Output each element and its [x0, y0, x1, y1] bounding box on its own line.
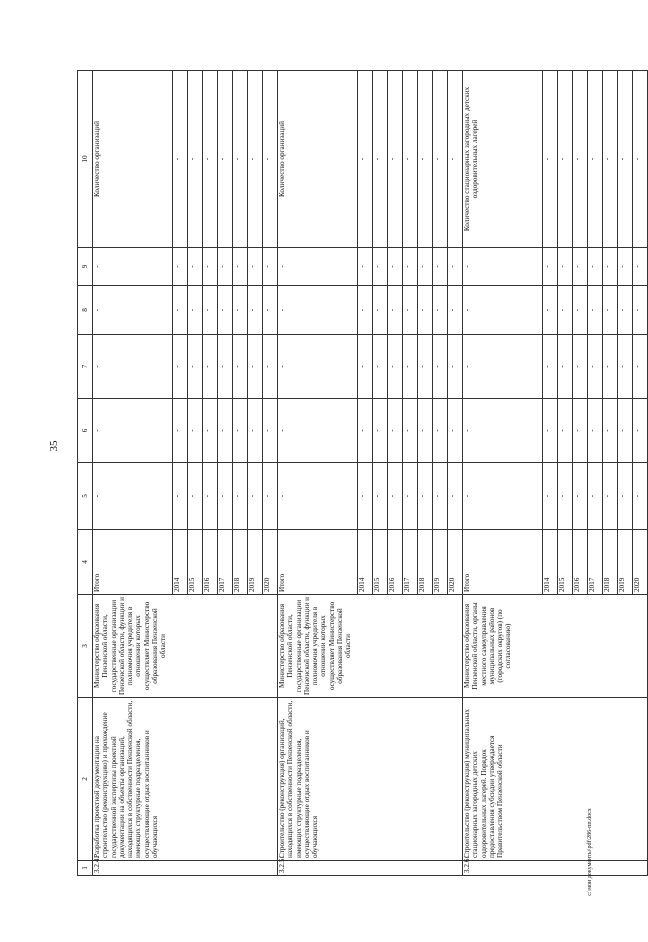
value-cell: -: [263, 399, 278, 463]
value-cell: -: [388, 463, 403, 530]
section-total-row: [463, 71, 543, 876]
value-cell: -: [448, 286, 463, 335]
value-cell: -: [448, 399, 463, 463]
year-cell: 2016: [573, 530, 588, 595]
indicator-value-cell: -: [358, 71, 373, 248]
year-cell: 2018: [418, 530, 433, 595]
value-cell: -: [173, 463, 188, 530]
year-cell: 2015: [188, 530, 203, 595]
value-cell: -: [203, 286, 218, 335]
value-cell: -: [233, 286, 248, 335]
value-cell: -: [633, 286, 648, 335]
value-cell: -: [603, 286, 618, 335]
value-cell: -: [263, 286, 278, 335]
year-cell: 2020: [448, 530, 463, 595]
year-cell: 2018: [233, 530, 248, 595]
value-cell: -: [573, 248, 588, 286]
header-cell: 1: [78, 861, 93, 876]
value-cell: -: [433, 335, 448, 399]
indicator-value-cell: -: [418, 71, 433, 248]
value-cell: -: [173, 335, 188, 399]
value-cell: -: [278, 248, 358, 286]
indicator-value-cell: -: [373, 71, 388, 248]
value-cell: -: [573, 463, 588, 530]
value-cell: -: [388, 248, 403, 286]
value-cell: -: [588, 286, 603, 335]
value-cell: -: [218, 463, 233, 530]
year-cell: Итого: [463, 530, 543, 595]
value-cell: -: [373, 248, 388, 286]
year-cell: 2019: [433, 530, 448, 595]
value-cell: -: [188, 399, 203, 463]
value-cell: -: [248, 463, 263, 530]
value-cell: -: [618, 463, 633, 530]
value-cell: -: [603, 463, 618, 530]
year-cell: 2014: [173, 530, 188, 595]
value-cell: -: [418, 399, 433, 463]
value-cell: -: [263, 248, 278, 286]
indicator-value-cell: -: [233, 71, 248, 248]
header-cell: 7: [78, 335, 93, 399]
value-cell: -: [463, 248, 543, 286]
section-number: 3.2.4.: [93, 861, 278, 876]
year-cell: 2020: [263, 530, 278, 595]
value-cell: -: [543, 335, 558, 399]
header-cell: 6: [78, 399, 93, 463]
value-cell: -: [543, 248, 558, 286]
year-cell: 2017: [588, 530, 603, 595]
value-cell: -: [543, 463, 558, 530]
indicator-value-cell: -: [558, 71, 573, 248]
value-cell: -: [618, 248, 633, 286]
value-cell: -: [233, 335, 248, 399]
indicator-cell: Количество стационарных загородных детских оздоровительных лагерей: [463, 71, 543, 248]
section-executor: Министерство образования Пензенской области, государственные организации Пензенской области, функции и полномочия учредителя в отношении которых осуществляет Министерство образования Пензенской области: [278, 595, 463, 698]
indicator-value-cell: -: [403, 71, 418, 248]
indicator-cell: Количество организаций: [278, 71, 358, 248]
value-cell: -: [633, 335, 648, 399]
indicator-value-cell: -: [388, 71, 403, 248]
value-cell: -: [418, 335, 433, 399]
value-cell: -: [203, 463, 218, 530]
value-cell: -: [203, 399, 218, 463]
value-cell: -: [358, 399, 373, 463]
value-cell: -: [618, 335, 633, 399]
section-total-row: [278, 71, 358, 876]
section-number: 3.2.5.: [278, 861, 463, 876]
page-number: 35: [48, 440, 60, 452]
value-cell: -: [93, 335, 173, 399]
section-name: Строительство (реконструкция) муниципальных стационарных загородных детских оздоровительных лагерей. Порядок предоставления субсидии утверждается Правительством Пензенской области: [463, 698, 648, 861]
value-cell: -: [558, 286, 573, 335]
year-cell: 2015: [373, 530, 388, 595]
value-cell: -: [633, 248, 648, 286]
program-table: [77, 70, 648, 876]
value-cell: -: [588, 248, 603, 286]
value-cell: -: [358, 248, 373, 286]
value-cell: -: [403, 463, 418, 530]
value-cell: -: [93, 463, 173, 530]
indicator-value-cell: -: [433, 71, 448, 248]
value-cell: -: [358, 286, 373, 335]
year-cell: 2017: [403, 530, 418, 595]
value-cell: -: [278, 286, 358, 335]
year-cell: Итого: [93, 530, 173, 595]
value-cell: -: [573, 335, 588, 399]
header-row: [78, 71, 93, 876]
value-cell: -: [388, 286, 403, 335]
value-cell: -: [373, 463, 388, 530]
indicator-cell: Количество организаций: [93, 71, 173, 248]
value-cell: -: [463, 463, 543, 530]
indicator-value-cell: -: [543, 71, 558, 248]
value-cell: -: [278, 335, 358, 399]
value-cell: -: [388, 335, 403, 399]
value-cell: -: [403, 248, 418, 286]
year-cell: 2016: [388, 530, 403, 595]
value-cell: -: [173, 399, 188, 463]
header-cell: 8: [78, 286, 93, 335]
value-cell: -: [558, 463, 573, 530]
indicator-value-cell: -: [573, 71, 588, 248]
value-cell: -: [573, 399, 588, 463]
value-cell: -: [543, 286, 558, 335]
value-cell: -: [418, 286, 433, 335]
section-executor: Министерство образования Пензенской области, государственные организации Пензенской области, функции и полномочия учредителя в отношении которых осуществляет Министерство образования Пензенской области: [93, 595, 278, 698]
value-cell: -: [373, 286, 388, 335]
value-cell: -: [188, 286, 203, 335]
value-cell: -: [448, 335, 463, 399]
value-cell: -: [93, 248, 173, 286]
year-cell: 2018: [603, 530, 618, 595]
header-cell: 5: [78, 463, 93, 530]
value-cell: -: [618, 399, 633, 463]
value-cell: -: [588, 463, 603, 530]
indicator-value-cell: -: [633, 71, 648, 248]
value-cell: -: [203, 335, 218, 399]
value-cell: -: [543, 399, 558, 463]
indicator-value-cell: -: [173, 71, 188, 248]
value-cell: -: [588, 335, 603, 399]
value-cell: -: [373, 399, 388, 463]
value-cell: -: [233, 463, 248, 530]
value-cell: -: [218, 286, 233, 335]
value-cell: -: [173, 286, 188, 335]
program-table-container: [77, 71, 641, 876]
indicator-value-cell: -: [588, 71, 603, 248]
year-cell: 2019: [618, 530, 633, 595]
value-cell: -: [388, 399, 403, 463]
indicator-value-cell: -: [603, 71, 618, 248]
value-cell: -: [218, 248, 233, 286]
indicator-value-cell: -: [248, 71, 263, 248]
value-cell: -: [403, 399, 418, 463]
value-cell: -: [463, 399, 543, 463]
value-cell: -: [248, 248, 263, 286]
value-cell: -: [603, 248, 618, 286]
value-cell: -: [633, 463, 648, 530]
value-cell: -: [558, 335, 573, 399]
value-cell: -: [433, 248, 448, 286]
value-cell: -: [403, 286, 418, 335]
indicator-value-cell: -: [263, 71, 278, 248]
value-cell: -: [93, 399, 173, 463]
value-cell: -: [603, 335, 618, 399]
header-cell: 4: [78, 530, 93, 595]
indicator-value-cell: -: [218, 71, 233, 248]
value-cell: -: [263, 335, 278, 399]
section-executor: Министерство образования Пензенской области, органы местного самоуправления муниципальных районов (городских округов) (по согласованию): [463, 595, 648, 698]
value-cell: -: [233, 399, 248, 463]
year-cell: 2015: [558, 530, 573, 595]
value-cell: -: [448, 248, 463, 286]
value-cell: -: [433, 286, 448, 335]
value-cell: -: [403, 335, 418, 399]
value-cell: -: [448, 463, 463, 530]
year-cell: 2014: [358, 530, 373, 595]
value-cell: -: [248, 286, 263, 335]
year-cell: 2017: [218, 530, 233, 595]
section-total-row: [93, 71, 173, 876]
table-body: [78, 71, 648, 876]
value-cell: -: [188, 248, 203, 286]
value-cell: -: [173, 248, 188, 286]
value-cell: -: [93, 286, 173, 335]
year-cell: Итого: [278, 530, 358, 595]
value-cell: -: [233, 248, 248, 286]
value-cell: -: [558, 248, 573, 286]
value-cell: -: [218, 335, 233, 399]
value-cell: -: [433, 463, 448, 530]
year-cell: 2016: [203, 530, 218, 595]
value-cell: -: [278, 399, 358, 463]
footer-file-path: c:\мои документы\pdf\286-пп.docx: [587, 808, 593, 896]
value-cell: -: [573, 286, 588, 335]
value-cell: -: [373, 335, 388, 399]
value-cell: -: [358, 463, 373, 530]
header-cell: 9: [78, 248, 93, 286]
value-cell: -: [203, 248, 218, 286]
value-cell: -: [418, 463, 433, 530]
value-cell: -: [263, 463, 278, 530]
header-cell: 3: [78, 595, 93, 698]
value-cell: -: [558, 399, 573, 463]
value-cell: -: [188, 335, 203, 399]
header-cell: 2: [78, 698, 93, 861]
value-cell: -: [278, 463, 358, 530]
value-cell: -: [248, 399, 263, 463]
value-cell: -: [618, 286, 633, 335]
value-cell: -: [418, 248, 433, 286]
section-number: 3.2.6.: [463, 861, 648, 876]
year-cell: 2019: [248, 530, 263, 595]
year-cell: 2020: [633, 530, 648, 595]
value-cell: -: [188, 463, 203, 530]
value-cell: -: [603, 399, 618, 463]
value-cell: -: [433, 399, 448, 463]
indicator-value-cell: -: [618, 71, 633, 248]
section-name: Строительство (реконструкция) организаций, находящихся в собственности Пензенской области, имеющих структурные подразделения, осуществляющие отдых воспитанников и обучающихся: [278, 698, 463, 861]
indicator-value-cell: -: [203, 71, 218, 248]
year-cell: 2014: [543, 530, 558, 595]
indicator-value-cell: -: [448, 71, 463, 248]
indicator-value-cell: -: [188, 71, 203, 248]
header-cell: 10: [78, 71, 93, 248]
value-cell: -: [463, 335, 543, 399]
value-cell: -: [463, 286, 543, 335]
value-cell: -: [218, 399, 233, 463]
value-cell: -: [248, 335, 263, 399]
value-cell: -: [358, 335, 373, 399]
section-name: Разработка проектной документации на строительство (реконструкцию) и прохождение государственной экспертизы проектной документации на объекты организаций, находящихся в собственности Пензенской области, имеющих структурные подразделения, осуществляющие отдых воспитанников и обучающихся: [93, 698, 278, 861]
value-cell: -: [633, 399, 648, 463]
value-cell: -: [588, 399, 603, 463]
